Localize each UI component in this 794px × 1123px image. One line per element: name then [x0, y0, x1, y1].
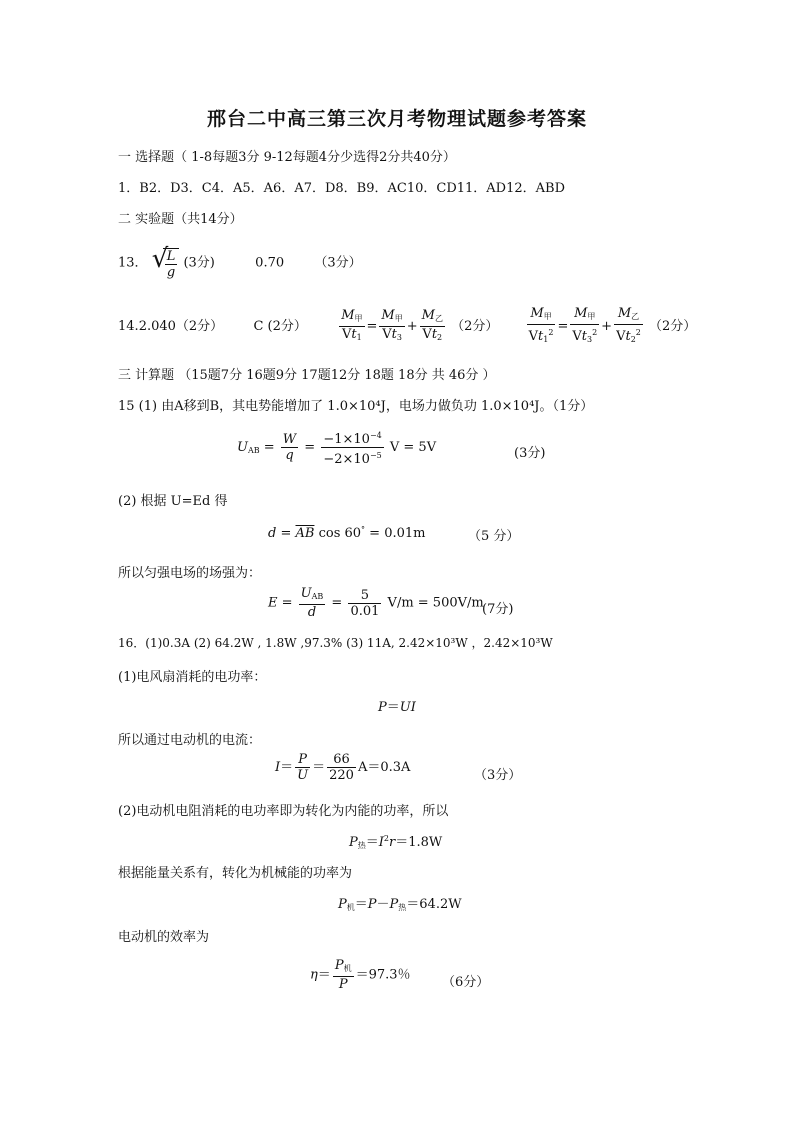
section1-answers: 1．B2．D3．C4．A5．A6．A7．D8．B9．AC10．CD11．AD12．ABD	[118, 181, 566, 196]
q13-score2: （3分）	[314, 255, 362, 271]
q13-value: 0.70	[255, 255, 285, 271]
q15-score3: (7分)	[482, 602, 514, 617]
q14-score2: （2分）	[649, 319, 697, 334]
q14-line	[118, 306, 696, 347]
q16-score1: （3分）	[474, 768, 522, 783]
q16-formula-eta: η＝ $\frac{P_机}{P}$ ＝97.3％	[310, 958, 411, 992]
section2-heading: 二 实验题（共14分）	[118, 212, 243, 227]
q16-score2: （6分）	[442, 975, 490, 990]
q16-part2: 所以通过电动机的电流：	[118, 733, 262, 748]
q15-part1: 15 (1) 由A移到B，其电势能增加了 1.0×10⁴J，电场力做负功 1.0×10⁴J。（1分）	[118, 399, 594, 414]
q14-formula1: $\frac{M_甲}{Vt_1}$ = $\frac{M_甲}{Vt_3}$ + $\frac{M_乙}{Vt_2}$	[341, 308, 443, 342]
section3-heading: 三 计算题 （15题7分 16题9分 17题12分 18题 18分 共 46分 ）	[118, 368, 496, 383]
q15-formula-uab: $U_{AB}$ = $\frac{W}{q}$ = $\frac{-1\times 10^{-4}}{-2\times 10^{-5}}$ V = 5V	[237, 428, 436, 467]
q15-score2: （5 分）	[468, 529, 520, 544]
q16-summary: 16．(1)0.3A (2) 64.2W , 1.8W ,97.3% (3) 11A, 2.42×10³W ，2.42×10³W	[118, 636, 553, 650]
q16-part4: 根据能量关系有，转化为机械能的功率为	[118, 866, 353, 881]
q13-number: 13．	[118, 255, 148, 271]
q15-part3: 所以匀强电场的场强为：	[118, 566, 262, 581]
q16-formula-pheat: $P_热=I^2r=1.8W$	[349, 834, 443, 850]
q15-score1: (3分)	[514, 446, 546, 461]
q16-part1: (1)电风扇消耗的电功率：	[118, 670, 267, 685]
q14-number: 14.	[118, 319, 139, 334]
section1-heading: 一 选择题（ 1-8每题3分 9-12每题4分少选得2分共40分）	[118, 150, 456, 165]
q16-part5: 电动机的效率为	[118, 930, 210, 945]
q16-formula-pmech: $P_机=P-P_热=64.2W$	[338, 897, 462, 912]
q13-line	[118, 246, 362, 280]
q14-choice: C (2分）	[253, 319, 307, 334]
q16-part3: (2)电动机电阻消耗的电功率即为转化为内能的功率，所以	[118, 804, 449, 819]
q14-formula2: $\frac{M_甲}{Vt_1^2}$ = $\frac{M_甲}{Vt_3^2}$ + $\frac{M_乙}{Vt_2^2}$	[528, 306, 641, 344]
q15-formula-d: $d = \overline{AB}$ cos 60° = 0.01m	[268, 525, 426, 541]
q14-score1: （2分）	[451, 319, 499, 334]
q15-formula-e: E = $\frac{U_{AB}}{d}$ = $\frac{5}{0.01}$ V/m = 500V/m	[268, 586, 484, 620]
q15-part2: (2) 根据 U=Ed 得	[118, 494, 228, 509]
q16-formula-p: P＝UI	[378, 700, 416, 715]
page-title: 邢台二中高三第三次月考物理试题参考答案	[206, 108, 587, 130]
q13-formula-sqrt: √ $\frac{L}{g}$	[152, 246, 180, 280]
q13-score1: (3分)	[183, 255, 215, 271]
q14-value: 2.040（2分）	[138, 319, 224, 334]
q16-formula-i: I＝ $\frac{P}{U}$ ＝ $\frac{66}{220}$ A＝0.3A	[275, 752, 411, 783]
